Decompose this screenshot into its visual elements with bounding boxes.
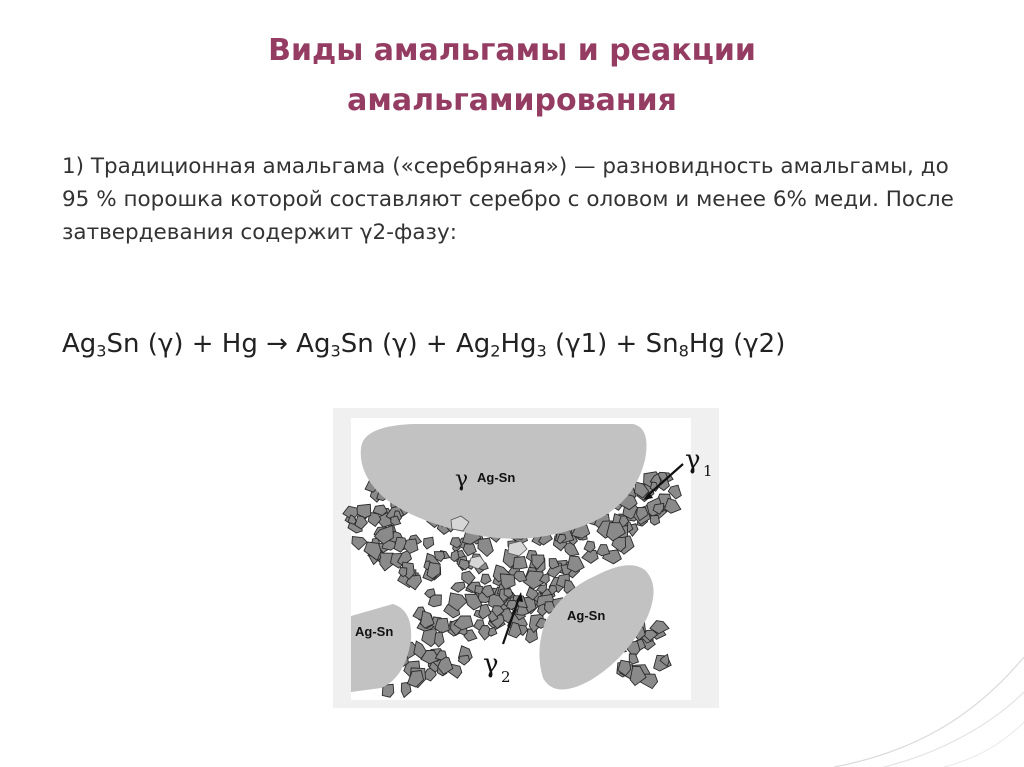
top-particle-label: Ag-Sn: [477, 470, 516, 485]
title-line-1: Виды амальгамы и реакции: [268, 33, 756, 68]
corner-decoration: [824, 657, 1024, 767]
gamma1-label: γ: [685, 445, 701, 475]
gamma2-label: γ: [483, 649, 499, 679]
gamma1-subscript: 1: [703, 462, 713, 480]
right-particle-label: Ag-Sn: [567, 608, 606, 623]
crystal-grain: [475, 586, 483, 595]
top-particle-gamma: γ: [455, 467, 469, 492]
left-particle-label: Ag-Sn: [355, 624, 394, 639]
crystal-grain: [513, 557, 527, 569]
slide-title: [0, 26, 1024, 126]
gamma2-subscript: 2: [501, 668, 511, 686]
body-paragraph: 1) Традиционная амальгама («серебряная») — разновидность амальгамы, до 95 % порошка которой составляют серебро с оловом и менее 6% меди. После затвердевания содержит γ2-фазу:: [62, 154, 954, 245]
reaction-formula: $Ag_3Sn$ $(\gamma) + Hg \to Ag_3Sn$ $(\gamma) + Ag_2Hg_3$ $(\gamma 1) + Sn_8Hg$ (γ2): [62, 329, 786, 361]
amalgam-microstructure-diagram: [333, 408, 719, 708]
title-line-2: амальгамирования: [347, 83, 677, 118]
